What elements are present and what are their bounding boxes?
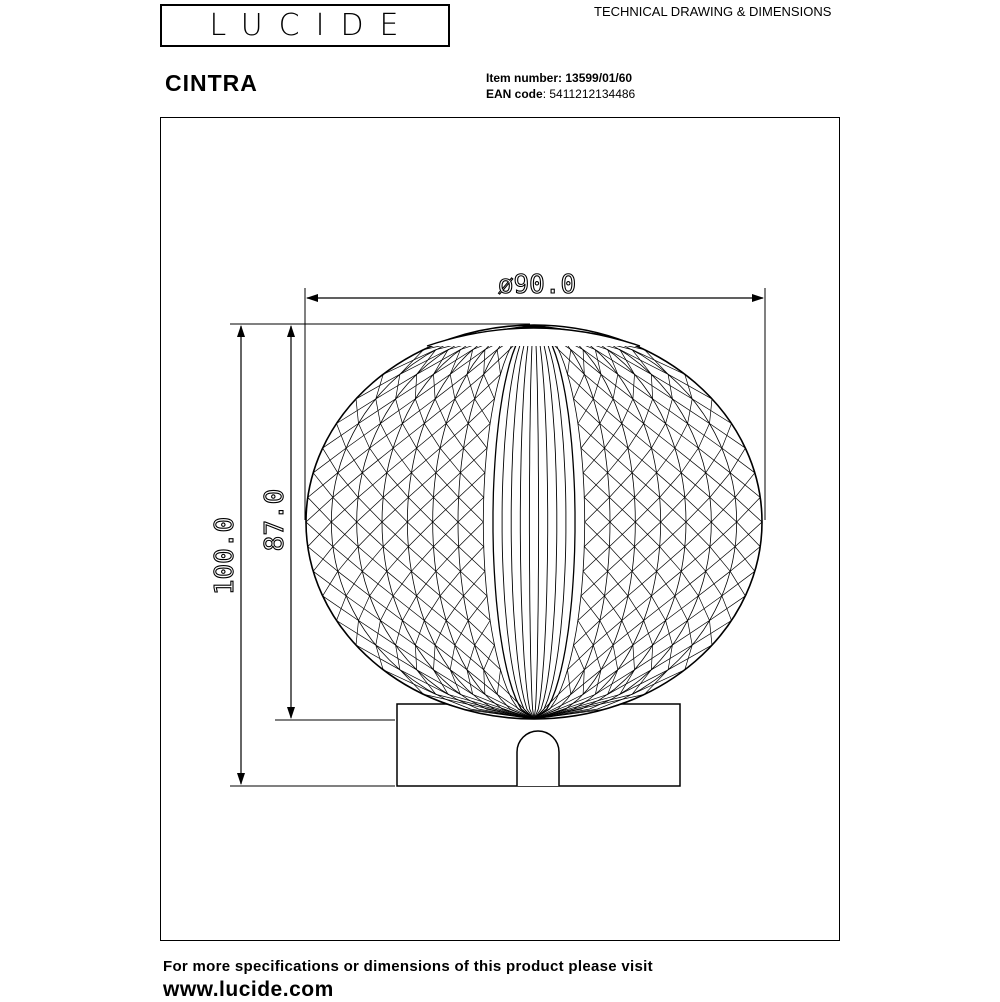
product-name: CINTRA <box>165 70 258 96</box>
item-number-row: Item number: 13599/01/60 <box>486 71 633 85</box>
diameter-label: ø90.0 <box>497 270 577 300</box>
footer-text: For more specifications or dimensions of this product please visit <box>163 958 653 975</box>
globe-height-label: 87.0 <box>260 488 290 552</box>
item-number-value: 13599/01/60 <box>565 71 633 85</box>
ean-value: 5411212134486 <box>549 87 636 101</box>
footer-link[interactable]: www.lucide.com <box>163 978 334 1001</box>
ean-label: EAN code <box>486 87 543 101</box>
total-height-label: 100.0 <box>210 516 240 596</box>
ean-row: EAN code: 5411212134486 <box>486 87 636 101</box>
item-number-label: Item number <box>486 71 559 85</box>
document-type: TECHNICAL DRAWING & DIMENSIONS <box>594 4 832 19</box>
lamp-globe <box>306 325 762 719</box>
brand-logo-text: LUCIDE <box>209 8 415 43</box>
